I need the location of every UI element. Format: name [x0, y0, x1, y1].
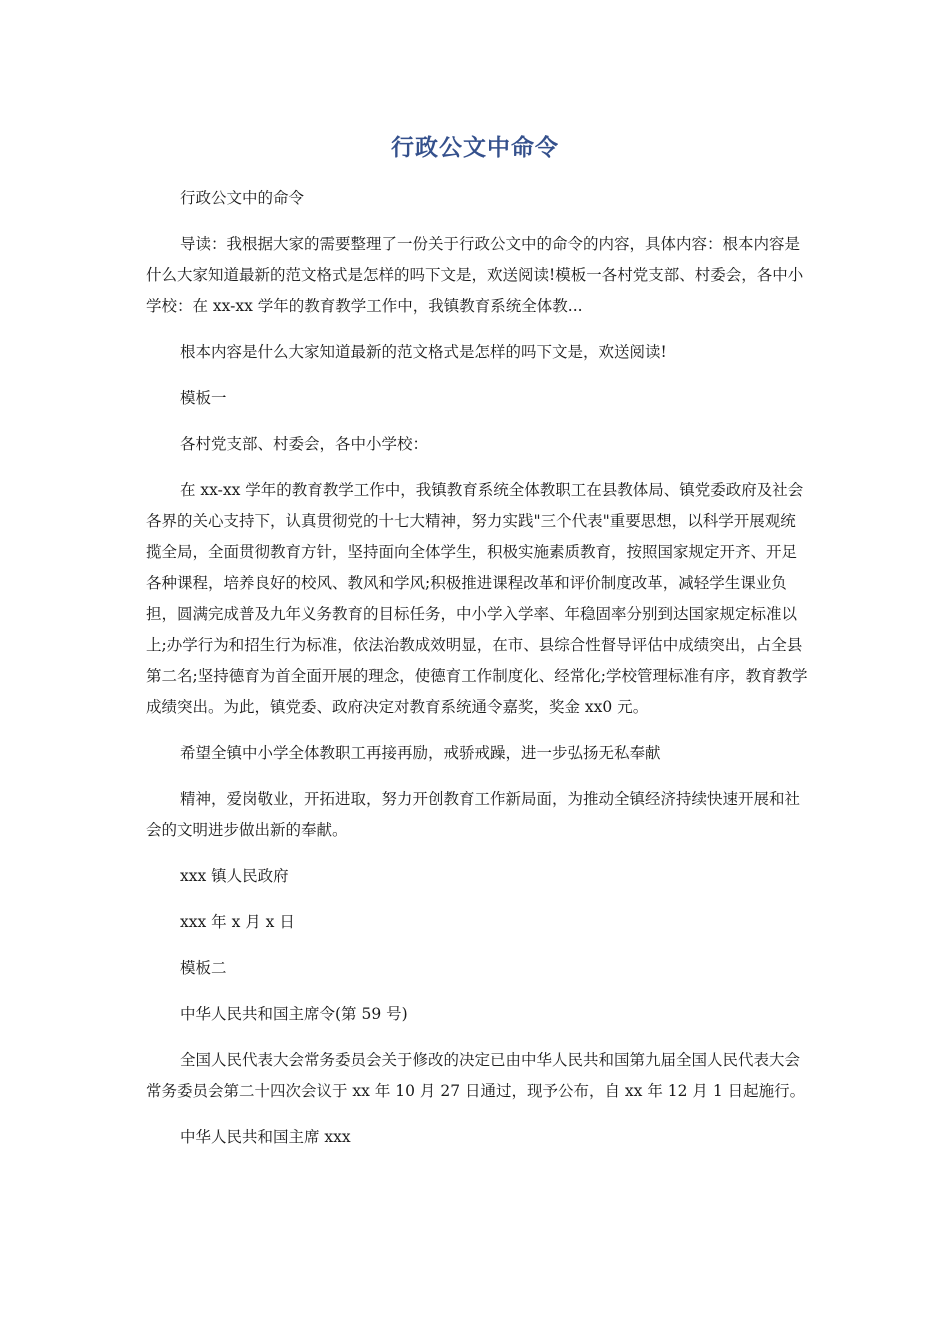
paragraph-commendation: 在 xx-xx 学年的教育教学工作中，我镇教育系统全体教职工在县教体局、镇党委政府及社会各界的关心支持下，认真贯彻党的十七大精神，努力实践"三个代表"重要思想，以科学开展观统揽全局，全面贯彻教育方针，坚持面向全体学生，积极实施素质教育，按照国家规定开齐、开足各种课程，培养良好的校风、教风和学风;积极推进课程改革和评价制度改革，减轻学生课业负担，圆满完成普及九年义务教育的目标任务，中小学入学率、年稳固率分别到达国家规定标准以上;办学行为和招生行为标准，依法治教成效明显，在市、县综合性督导评估中成绩突出，占全县第二名;坚持德育为首全面开展的理念，使德育工作制度化、经常化;学校管理标准有序，教育教学成绩突出。为此，镇党委、政府决定对教育系统通令嘉奖，奖金 xx0 元。 — [146, 481, 808, 716]
paragraph-subtitle: 行政公文中的命令 — [180, 189, 305, 207]
document-body — [146, 183, 810, 1168]
heading-template-two: 模板二 — [180, 959, 227, 977]
paragraph-hope: 希望全镇中小学全体教职工再接再励，戒骄戒躁，进一步弘扬无私奉献 — [180, 744, 661, 762]
signature-president: 中华人民共和国主席 xxx — [180, 1128, 351, 1146]
document-title: 行政公文中命令 — [391, 135, 559, 161]
signature-date: xxx 年 x 月 x 日 — [180, 913, 295, 931]
paragraph-intro: 导读：我根据大家的需要整理了一份关于行政公文中的命令的内容，具体内容：根本内容是什么大家知道最新的范文格式是怎样的吗下文是，欢送阅读!模板一各村党支部、村委会，各中小学校：在 xx-xx 学年的教育教学工作中，我镇教育系统全体教... — [146, 235, 804, 315]
paragraph-decision: 全国人民代表大会常务委员会关于修改的决定已由中华人民共和国第九届全国人民代表大会常务委员会第二十四次会议于 xx 年 10 月 27 日通过，现予公布，自 xx 年 12 月 1 日起施行。 — [146, 1051, 806, 1100]
paragraph-summary: 根本内容是什么大家知道最新的范文格式是怎样的吗下文是，欢送阅读! — [180, 343, 667, 361]
heading-template-one: 模板一 — [180, 389, 227, 407]
signature-government: xxx 镇人民政府 — [180, 867, 289, 885]
paragraph-order-title: 中华人民共和国主席令(第 59 号) — [180, 1005, 408, 1023]
paragraph-spirit: 精神，爱岗敬业，开拓进取，努力开创教育工作新局面，为推动全镇经济持续快速开展和社会的文明进步做出新的奉献。 — [146, 790, 801, 839]
paragraph-salutation: 各村党支部、村委会，各中小学校： — [180, 435, 429, 453]
